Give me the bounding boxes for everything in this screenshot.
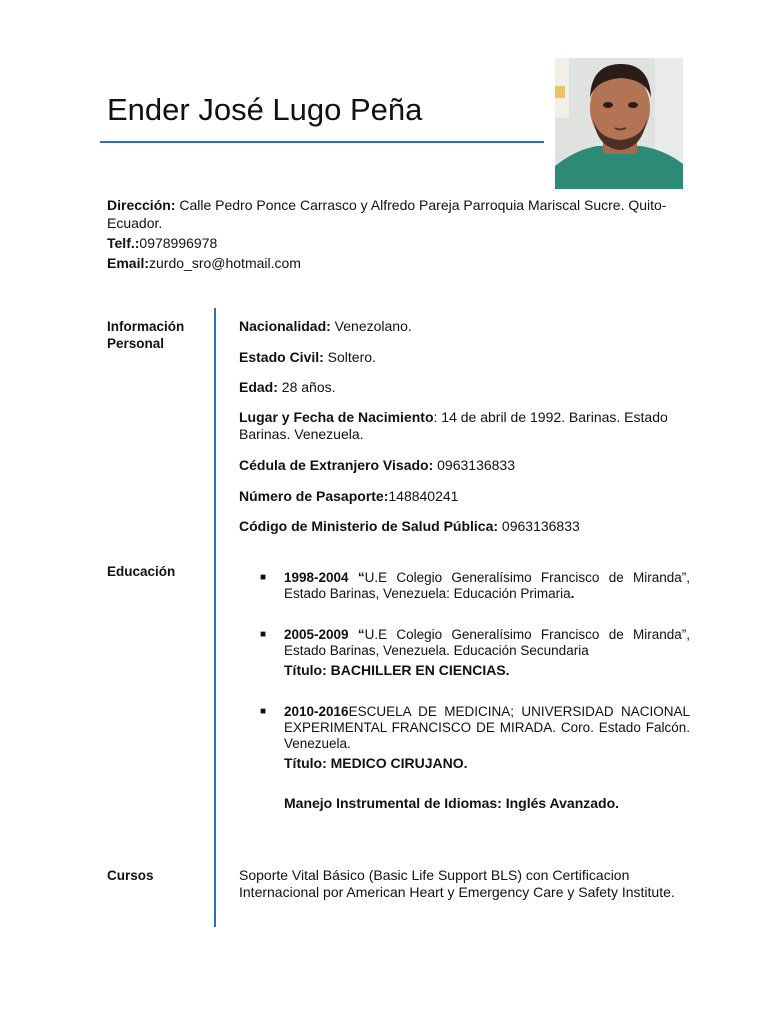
- nationality-row: [239, 318, 679, 335]
- id-value: 0963136833: [433, 457, 516, 473]
- education-years: 2005-2009: [284, 627, 349, 642]
- id-label: Cédula de Extranjero Visado:: [239, 457, 434, 473]
- profile-photo-image: [555, 58, 683, 189]
- education-years: 2010-2016: [284, 704, 349, 719]
- education-item: [260, 570, 690, 602]
- education-quote: “: [348, 570, 365, 585]
- applicant-name: Ender José Lugo Peña: [107, 92, 423, 127]
- phone-label: Telf.:: [107, 235, 140, 251]
- education-description: U.E Colegio Generalísimo Francisco de Miranda”, Estado Barinas, Venezuela. Educación Secundaria: [284, 627, 690, 658]
- degree-title-high-school: Título: BACHILLER EN CIENCIAS.: [284, 662, 510, 678]
- languages-line: Manejo Instrumental de Idiomas: Inglés Avanzado.: [284, 795, 620, 811]
- msp-code-row: [239, 518, 679, 535]
- education-end: .: [570, 586, 575, 601]
- education-text: [284, 627, 690, 659]
- education-item: [260, 627, 690, 659]
- birth-label: Lugar y Fecha de Nacimiento: [239, 409, 434, 425]
- age-value: 28 años.: [277, 379, 336, 395]
- section-divider-line: [214, 308, 216, 927]
- email-value[interactable]: zurdo_sro@hotmail.com: [149, 255, 301, 271]
- education-text: [284, 570, 690, 602]
- msp-code-label: Código de Ministerio de Salud Pública:: [239, 518, 499, 534]
- education-quote: “: [348, 627, 365, 642]
- courses-text: Soporte Vital Básico (Basic Life Support BLS) con Certificacion Internacional por American Heart y Emergency Care y Safety Institute.: [239, 867, 675, 900]
- address-label: Dirección:: [107, 197, 176, 213]
- nationality-value: Venezolano.: [330, 318, 412, 334]
- passport-row: [239, 488, 679, 505]
- age-row: [239, 379, 679, 396]
- id-row: [239, 457, 679, 474]
- civil-status-value: Soltero.: [323, 349, 376, 365]
- civil-status-row: [239, 349, 679, 366]
- bullet-icon: ■: [260, 706, 267, 717]
- address-row: [107, 196, 667, 232]
- phone-row: [107, 234, 667, 252]
- nationality-label: Nacionalidad:: [239, 318, 331, 334]
- email-row: [107, 254, 667, 272]
- education-years: 1998-2004: [284, 570, 349, 585]
- passport-label: Número de Pasaporte:: [239, 488, 389, 504]
- bullet-icon: ■: [260, 629, 267, 640]
- education-description: U.E Colegio Generalísimo Francisco de Miranda”, Estado Barinas, Venezuela: Educación Primaria: [284, 570, 690, 601]
- birth-row: [239, 409, 679, 443]
- profile-photo: [555, 58, 683, 189]
- birth-value: : 14 de abril de 1992. Barinas. Estado Barinas. Venezuela.: [239, 409, 668, 442]
- email-label: Email:: [107, 255, 150, 271]
- contact-block: [107, 196, 667, 274]
- phone-value: 0978996978: [139, 235, 218, 251]
- education-description: ESCUELA DE MEDICINA; UNIVERSIDAD NACIONAL EXPERIMENTAL FRANCISCO DE MIRADA. Coro. Estado Falcón. Venezuela.: [284, 704, 690, 751]
- bullet-icon: ■: [260, 572, 267, 583]
- education-text: [284, 704, 690, 752]
- name-underline: [100, 141, 544, 143]
- section-label-personal: Información Personal: [107, 319, 185, 351]
- section-label-education: Educación: [107, 564, 176, 579]
- address-value: Calle Pedro Ponce Carrasco y Alfredo Pareja Parroquia Mariscal Sucre. Quito-Ecuador.: [107, 197, 667, 231]
- civil-status-label: Estado Civil:: [239, 349, 324, 365]
- msp-code-value: 0963136833: [498, 518, 580, 534]
- passport-value: 148840241: [388, 488, 459, 504]
- education-item: [260, 704, 690, 752]
- age-label: Edad:: [239, 379, 278, 395]
- degree-title-medicine: Título: MEDICO CIRUJANO.: [284, 755, 468, 771]
- section-label-courses: Cursos: [107, 868, 154, 883]
